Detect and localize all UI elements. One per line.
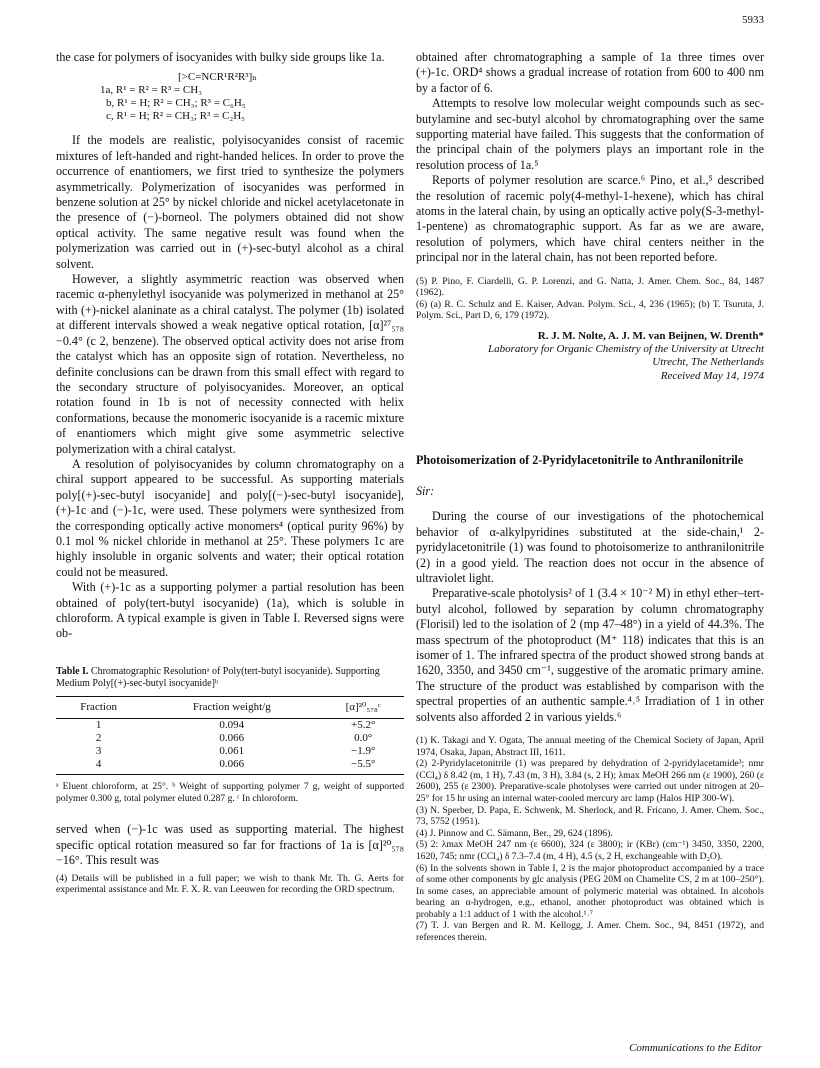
paragraph-reports: Reports of polymer resolution are scarce.⁶ Pino, et al.,⁵ described the resolution of racemic poly(4-methyl-1-hexene), which has chiral atoms in the lateral chain, by using an optically active poly(S-3-methyl-1-pentene) as chromatographic support. As far as we are aware, resolution of polymers, which have chiral centers neither in the principal nor in the lateral chain, has not been reported before. (416, 173, 764, 265)
table-header-rotation: [α]²⁰₅₇₈ᶜ (322, 696, 404, 718)
left-column (56, 50, 404, 896)
paragraph-with: With (+)-1c as a supporting polymer a partial resolution has been obtained of poly(tert-butyl isocyanide) (1a), which is soluble in chloroform. A typical example is given in Table I. Reversed signs were ob- (56, 580, 404, 641)
reference-item: (7) T. J. van Bergen and R. M. Kellogg, J. Amer. Chem. Soc., 94, 8451 (1972), and references therein. (416, 920, 764, 944)
paragraph-obtained: obtained after chromatographing a sample of 1a three times over (+)-1c. ORD⁴ shows a gradual increase of rotation from 600 to 400 nm by a factor of 6. (416, 50, 764, 95)
salutation: Sir: (416, 483, 435, 498)
table-cell: 0.066 (219, 732, 245, 745)
formula-line-c: c, R¹ = H; R² = CH₃; R³ = C₂H₅ (106, 110, 246, 123)
footnote-4: (4) Details will be published in a full paper; we wish to thank Mr. Th. G. Aerts for experimental assistance and Mr. F. X. R. van Leeuwen for recording the ORD spectrum. (56, 872, 404, 896)
footnote-6: (6) (a) R. C. Schulz and E. Kaiser, Advan. Polym. Sci., 4, 236 (1965); (b) T. Tsuruta, J. Polym. Sci., Part D, 6, 179 (1972). (416, 298, 764, 322)
affiliation-line-2: Utrecht, The Netherlands (652, 356, 764, 369)
footnotes-first-article (416, 276, 764, 322)
reference-item: (3) N. Sperber, D. Papa, E. Schwenk, M. Sherlock, and R. Fricano, J. Amer. Chem. Soc., 73, 5752 (1951). (416, 804, 764, 828)
right-column (416, 50, 764, 944)
page-number: 5933 (742, 14, 764, 26)
table-cell: −1.9° (350, 745, 376, 758)
table-notes: ᵃ Eluent chloroform, at 25°. ᵇ Weight of supporting polymer 7 g, weight of supported polymer 0.300 g, total polymer eluted 0.287 g. ᶜ In chloroform. (56, 781, 404, 804)
table-cell: 0.094 (219, 719, 245, 732)
table-cell: 0.061 (219, 745, 245, 758)
table-row (56, 745, 404, 758)
paragraph-preparative: Preparative-scale photolysis² of 1 (3.4 × 10⁻² M) in ethyl ether–tert-butyl alcohol, followed by separation by column chromatography (Florisil) led to the isolation of 2 (mp 47–48°) in a yield of 44.3%. The mass spectrum of the photoproduct (M⁺ 118) indicates that this is an isomer of 1. The infrared spectra of the product showed strong bands at 1620, 3350, and 3450 cm⁻¹, suggestive of the aromatic primary amine. The structure of the product was established by comparison with the spectral properties of an authentic sample.⁴˒⁵ Irradiation of 1 in other solvents also afforded 2 in various yields.⁶ (416, 586, 764, 724)
table-cell: 0.066 (141, 758, 322, 775)
formula-general: [>C=NCR¹R²R³]ₙ (178, 71, 258, 84)
author-names: R. J. M. Nolte, A. J. M. van Beijnen, W. Drenth* (537, 330, 764, 343)
affiliation-line-1: Laboratory for Organic Chemistry of the University at Utrecht (488, 343, 764, 356)
table-row (56, 732, 404, 745)
table-row (56, 758, 404, 775)
paragraph-resolution: A resolution of polyisocyanides by column chromatography on a chiral support appeared to be successful. As supporting materials poly[(+)-sec-butyl isocyanide] and poly[(−)-sec-butyl isocyanide], (+)-1c and (−)-1c, were used. These polymers were synthesized from the corresponding optically active monomers⁴ (optical purity 96%) by 0.1 mol % nickel chloride in methanol at 25°. These polymers 1c are highly insoluble in organic solvents and water; their optical rotation could not be measured. (56, 456, 404, 579)
table-header-weight: Fraction weight/g (141, 696, 322, 718)
reference-item: (1) K. Takagi and Y. Ogata, The annual meeting of the Chemical Society of Japan, April 1974, Osaka, Japan, Abstract III, 1611. (416, 734, 764, 758)
paragraph-during: During the course of our investigations of the photochemical behavior of α-alkylpyridines substituted at the side-chain,¹ 2-pyridylacetonitrile (1) was found to photoisomerize to anthranilonitrile (2) in a good yield. The reaction does not occur in the absence of ultraviolet light. (416, 509, 764, 585)
journal-section-footer: Communications to the Editor (629, 1042, 762, 1054)
paragraph-models: If the models are realistic, polyisocyanides consist of racemic mixtures of left-handed and right-handed helices. In order to prove the occurrence of enantiomers, we first tried to synthesize the polymers asymmetrically. Polymerization of isocyanides was performed in benzene solution at 25° by nickel chloride and nickel acetylacetonate in the presence of (−)-borneol. The polymers obtained did not show optical activity. The same negative result was found when the polymerization was carried out in (+)-sec-butyl alcohol as a chiral solvent. (56, 133, 404, 271)
reference-item: (5) 2: λmax MeOH 247 nm (ε 6600), 324 (ε 3800); ir (KBr) (cm⁻¹) 3450, 3350, 2200, 1620, 745; nmr (CCl₄) δ 7.3–7.4 (m, 4 H), 4.5 (s, 2 H, exchangeable with D₂O). (416, 839, 764, 862)
article-heading: Photoisomerization of 2-Pyridylacetonitrile to Anthranilonitrile (416, 452, 744, 467)
table-caption-label: Table I. (56, 665, 89, 677)
reference-item: (2) 2-Pyridylacetonitrile (1) was prepared by dehydration of 2-pyridylacetamide³; nmr (CCl₄) δ 8.42 (m, 1 H), 7.43 (m, 3 H), 3.84 (s, 2 H); λmax MeOH 266 nm (ε 1900), 260 (ε 2600), 255 (ε 2300). Preparative-scale photolyses were carried out under nitrogen at 20–25° for 15 hr using an internal water-cooled mercury arc lamp (Halos HIP 300-W). (416, 758, 764, 804)
paragraph-attempts: Attempts to resolve low molecular weight compounds such as sec-butylamine and sec-butyl alcohol by chromatographing over the same supporting material have failed. This suggests that the conformation of the principal chain of the polymers plays an important role in the resolution process of 1a.⁵ (416, 96, 764, 172)
table-cell: +5.2° (350, 719, 376, 732)
reference-list (416, 735, 764, 944)
resolution-table (56, 696, 404, 775)
table-cell: 2 (95, 732, 102, 745)
table-row (56, 719, 404, 733)
received-date: Received May 14, 1974 (660, 369, 764, 382)
table-cell: 3 (95, 745, 102, 758)
footnote-5: (5) P. Pino, F. Ciardelli, G. P. Lorenzi, and G. Natta, J. Amer. Chem. Soc., 84, 1487 (1962). (416, 275, 764, 299)
reference-item: (4) J. Pinnow and C. Sämann, Ber., 29, 624 (1896). (416, 827, 613, 839)
reference-item: (6) In the solvents shown in Table I, 2 is the major photoproduct accompanied by a trace of some other components by glc analysis (PEG 20M on Chamelite CS, 2 m at 100–250°). In some cases, an appreciable amount of polymeric material was obtained. In alcohols bearing an α-hydrogen, e.g., ethanol, another photoproduct was obtained which is probably a 1:1 adduct of 1 with the alcohol.¹˒⁷ (416, 862, 764, 920)
formula-line-a: 1a, R¹ = R² = R³ = CH₃ (100, 84, 203, 97)
paragraph-served: served when (−)-1c was used as supporting material. The highest specific optical rotation measured so far for fractions of 1a is [α]²⁰₅₇₈ −16°. This result was (56, 822, 404, 868)
table-header-fraction: Fraction (56, 696, 141, 718)
signature-block (416, 330, 764, 383)
table-cell: 4 (56, 758, 141, 775)
table-caption (56, 666, 404, 690)
formula-line-b: b, R¹ = H; R² = CH₃; R³ = C₆H₅ (106, 97, 246, 110)
formula-block (100, 71, 404, 123)
table-caption-text: Chromatographic Resolutionᵃ of Poly(tert-butyl isocyanide). Supporting Medium Poly[(+)-sec-butyl isocyanide]ᵇ (56, 665, 380, 689)
table-cell: 0.0° (354, 732, 373, 745)
paragraph-however: However, a slightly asymmetric reaction was observed when racemic α-phenylethyl isocyanide was polymerized in methanol at 25° with (+)-nickel alaninate as a chiral catalyst. The polymer (1b) isolated at different intervals showed a weak negative optical rotation, [α]²⁷₅₇₈ −0.4° (c 2, benzene). The observed optical activity does not arise from the catalyst which has an opposite sign of rotation. Nevertheless, no definite conclusions can be drawn from this small effect with regard to the secondary structure of polyisocyanides. Moreover, an optical rotation found in 1b is not of necessity connected with helix conformations, because the monomeric isocyanide is a racemic mixture of enantiomers which might give some asymmetric selective polymerization with a chiral catalyst. (56, 272, 404, 456)
paragraph-top: the case for polymers of isocyanides with bulky side groups like 1a. (56, 50, 385, 64)
table-cell: −5.5° (322, 758, 404, 775)
table-cell: 1 (95, 719, 102, 732)
